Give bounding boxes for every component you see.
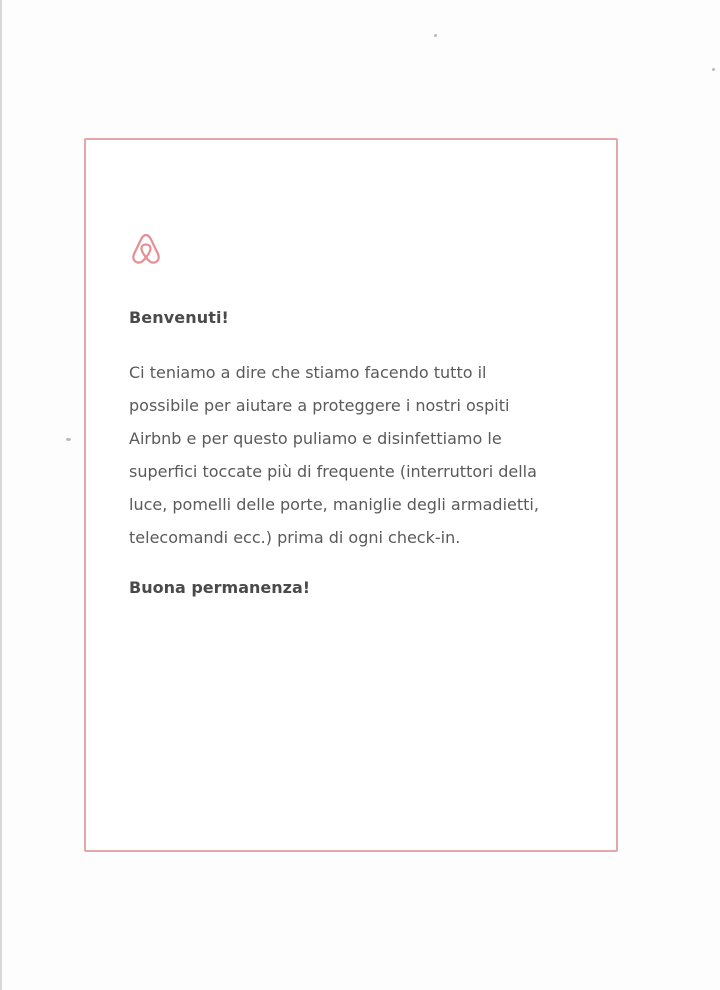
scan-speck <box>434 34 437 37</box>
message-line: Ci teniamo a dire che stiamo facendo tutto il <box>129 363 487 382</box>
scan-speck <box>66 438 71 441</box>
message-line: telecomandi ecc.) prima di ogni check-in. <box>129 528 461 547</box>
message-line: superfici toccate più di frequente (interruttori della <box>129 462 537 481</box>
scan-edge <box>0 0 2 990</box>
scan-speck <box>712 68 715 71</box>
welcome-card <box>84 138 618 852</box>
message-line: Airbnb e per questo puliamo e disinfettiamo le <box>129 429 502 448</box>
welcome-message <box>129 356 599 554</box>
airbnb-logo-icon <box>129 232 163 266</box>
closing-text: Buona permanenza! <box>129 578 311 597</box>
message-line: possibile per aiutare a proteggere i nostri ospiti <box>129 396 510 415</box>
welcome-heading: Benvenuti! <box>129 308 229 327</box>
message-line: luce, pomelli delle porte, maniglie degli armadietti, <box>129 495 539 514</box>
